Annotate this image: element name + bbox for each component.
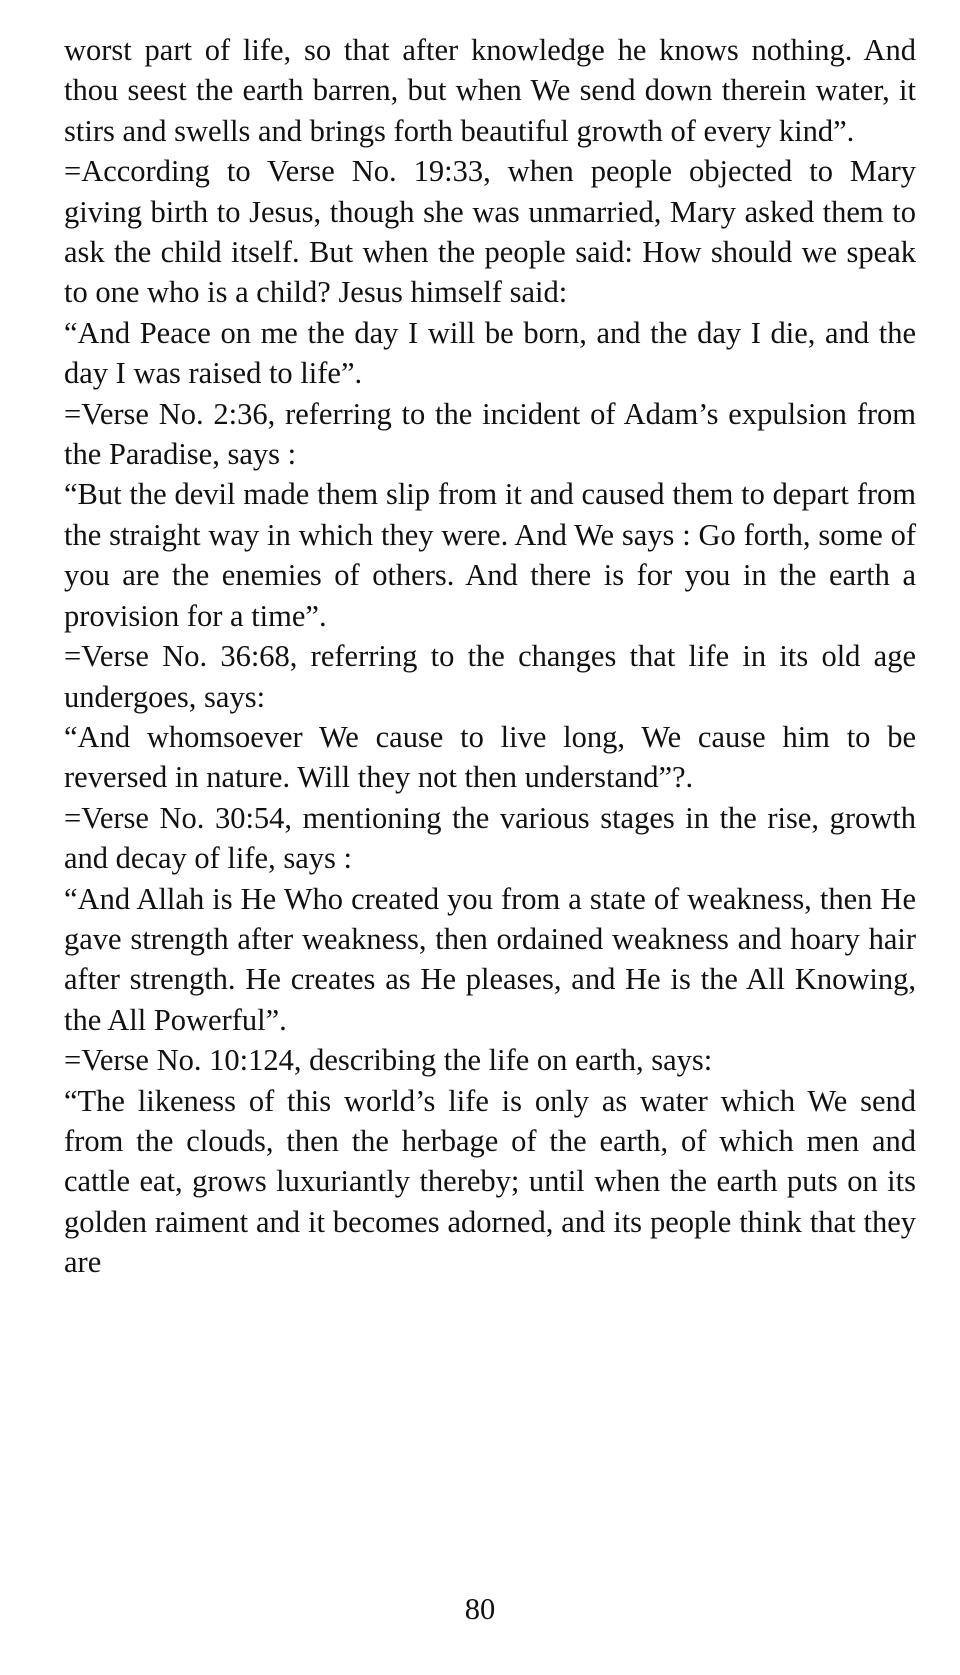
paragraph: =Verse No. 36:68, referring to the changes that life in its old age undergoes, says: [64, 639, 916, 714]
paragraph: “And Peace on me the day I will be born, and the day I die, and the day I was raised to life”. [64, 315, 916, 391]
paragraph: =Verse No. 30:54, mentioning the various stages in the rise, growth and decay of life, says : [64, 800, 916, 876]
paragraph: “And Allah is He Who created you from a state of weakness, then He gave strength after weakness, then ordained weakness and hoary hair after strength. He creates as He pleases, and He is the All Knowing, the All Powerful”. [64, 881, 916, 1037]
paragraph: “And whomsoever We cause to live long, We cause him to be reversed in nature. Will they not then understand”?. [64, 719, 916, 795]
paragraph: “The likeness of this world’s life is only as water which We send from the clouds, then the herbage of the earth, of which men and cattle eat, grows luxuriantly thereby; until when the earth puts on its golden raiment and it becomes adorned, and its people think that they are [64, 1083, 916, 1280]
paragraph: =Verse No. 2:36, referring to the incident of Adam’s expulsion from the Paradise, says : [64, 396, 916, 472]
page-body [64, 30, 916, 1283]
page-number: 80 [464, 1592, 496, 1626]
paragraph: =According to Verse No. 19:33, when people objected to Mary giving birth to Jesus, though she was unmarried, Mary asked them to ask the child itself. But when the people said: How should we speak to one who is a child? Jesus himself said: [64, 154, 916, 310]
paragraph: worst part of life, so that after knowledge he knows nothing. And thou seest the earth barren, but when We send down therein water, it stirs and swells and brings forth beautiful growth of every kind”. [64, 33, 916, 148]
paragraph: “But the devil made them slip from it and caused them to depart from the straight way in which they were. And We says : Go forth, some of you are the enemies of others. And there is for you in the earth a provision for a time”. [64, 477, 916, 633]
paragraph: =Verse No. 10:124, describing the life on earth, says: [64, 1043, 713, 1078]
